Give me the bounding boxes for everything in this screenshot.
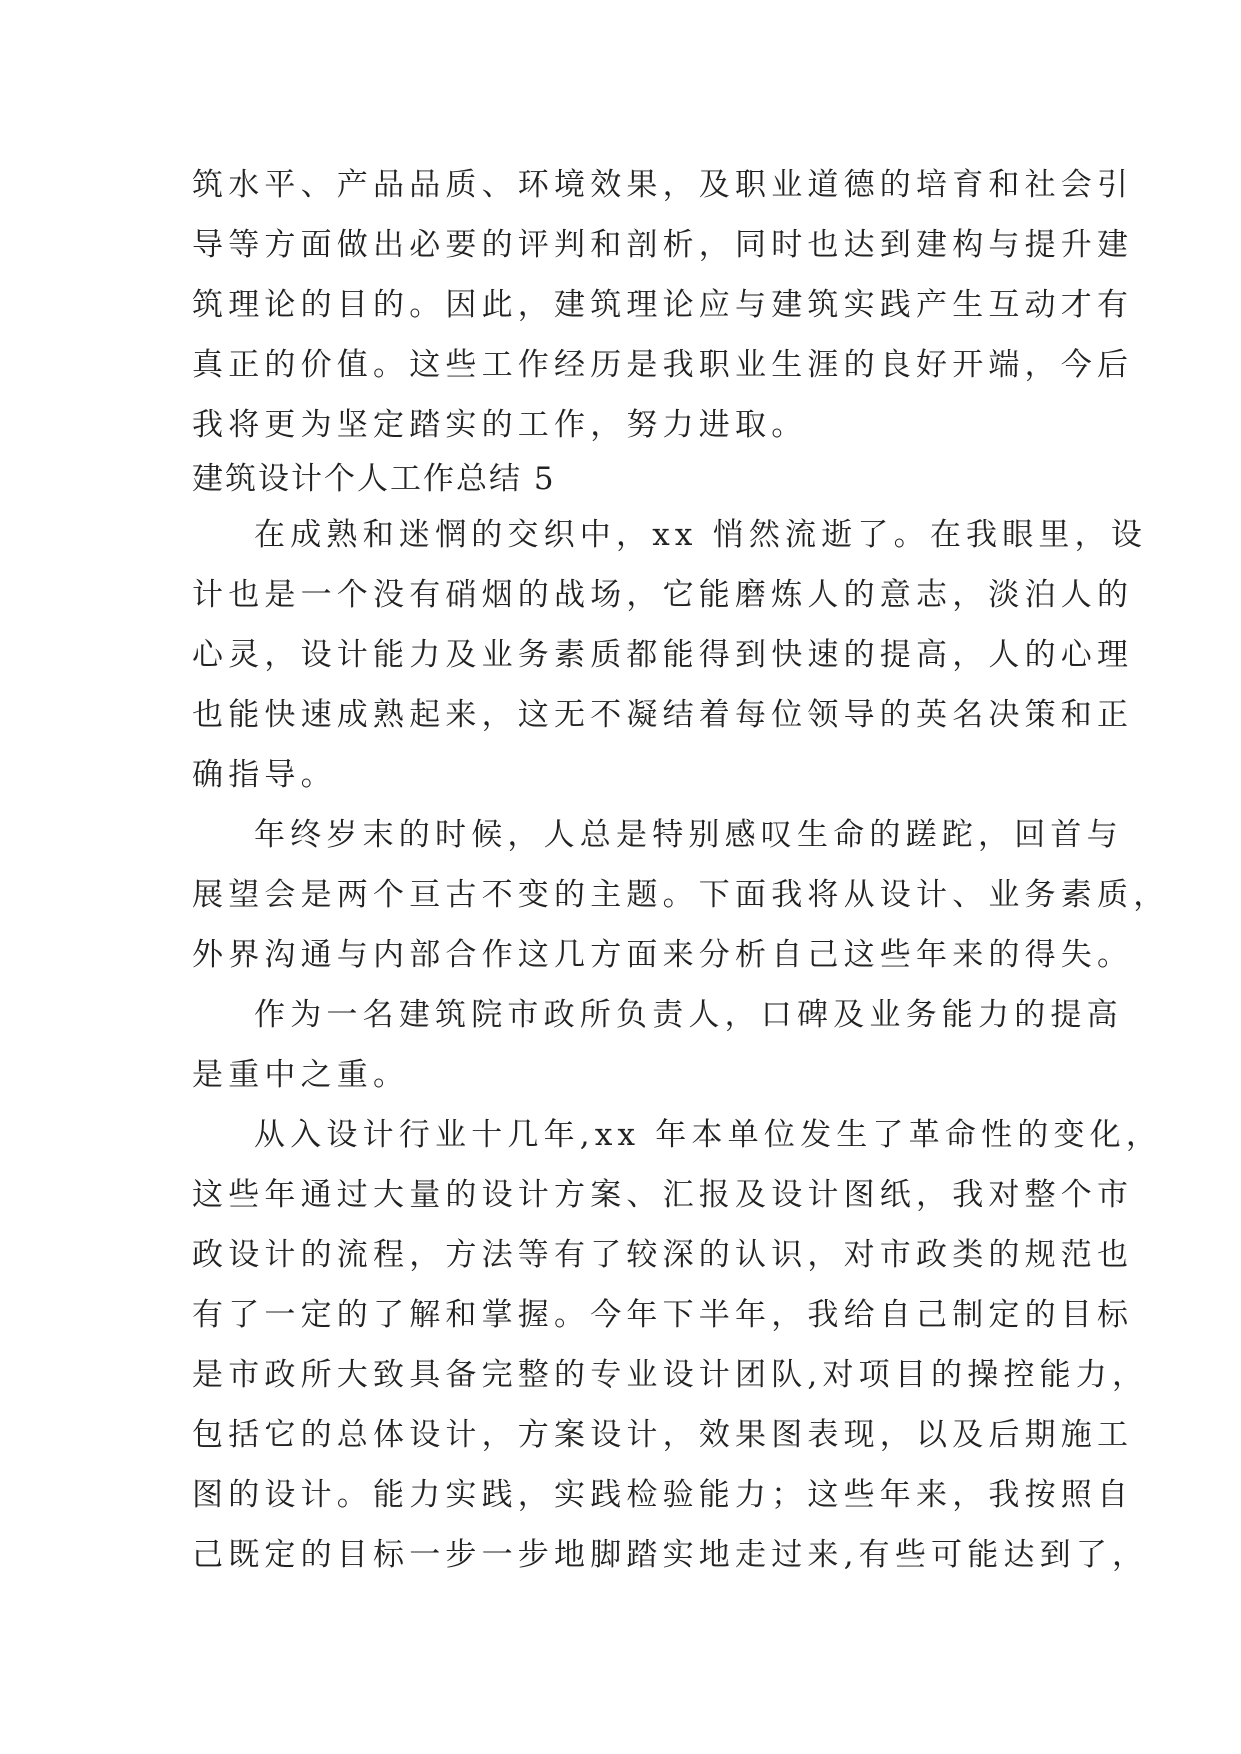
section-heading: 建筑设计个人工作总结 5 <box>192 461 556 497</box>
text-line: 包括它的总体设计，方案设计，效果图表现，以及后期施工 <box>192 1417 1134 1453</box>
text-line: 年终岁末的时候，人总是特别感叹生命的蹉跎，回首与 <box>254 817 1123 853</box>
text-line: 有了一定的了解和掌握。今年下半年，我给自己制定的目标 <box>192 1297 1134 1333</box>
text-line: 是重中之重。 <box>192 1057 410 1093</box>
text-line: 也能快速成熟起来，这无不凝结着每位领导的英名决策和正 <box>192 697 1134 733</box>
text-line: 政设计的流程，方法等有了较深的认识，对市政类的规范也 <box>192 1237 1134 1273</box>
text-line: 展望会是两个亘古不变的主题。下面我将从设计、业务素质， <box>192 877 1170 913</box>
text-line: 计也是一个没有硝烟的战场，它能磨炼人的意志，淡泊人的 <box>192 577 1134 613</box>
text-line: 在成熟和迷惘的交织中，xx 悄然流逝了。在我眼里，设 <box>254 517 1148 553</box>
text-line: 外界沟通与内部合作这几方面来分析自己这些年来的得失。 <box>192 937 1134 973</box>
text-line: 真正的价值。这些工作经历是我职业生涯的良好开端，今后 <box>192 347 1134 383</box>
text-line: 心灵，设计能力及业务素质都能得到快速的提高，人的心理 <box>192 637 1134 673</box>
text-line: 从入设计行业十几年,xx 年本单位发生了革命性的变化， <box>254 1117 1163 1153</box>
text-line: 确指导。 <box>192 757 337 793</box>
text-line: 导等方面做出必要的评判和剖析，同时也达到建构与提升建 <box>192 227 1134 263</box>
text-line: 筑理论的目的。因此，建筑理论应与建筑实践产生互动才有 <box>192 287 1134 323</box>
text-line: 我将更为坚定踏实的工作，努力进取。 <box>192 407 808 443</box>
text-line: 这些年通过大量的设计方案、汇报及设计图纸，我对整个市 <box>192 1177 1134 1213</box>
text-line: 图的设计。能力实践，实践检验能力；这些年来，我按照自 <box>192 1477 1134 1513</box>
text-line: 作为一名建筑院市政所负责人，口碑及业务能力的提高 <box>254 997 1123 1033</box>
text-line: 是市政所大致具备完整的专业设计团队,对项目的操控能力， <box>192 1357 1149 1393</box>
text-line: 己既定的目标一步一步地脚踏实地走过来,有些可能达到了， <box>192 1537 1149 1573</box>
text-line: 筑水平、产品品质、环境效果，及职业道德的培育和社会引 <box>192 167 1134 203</box>
